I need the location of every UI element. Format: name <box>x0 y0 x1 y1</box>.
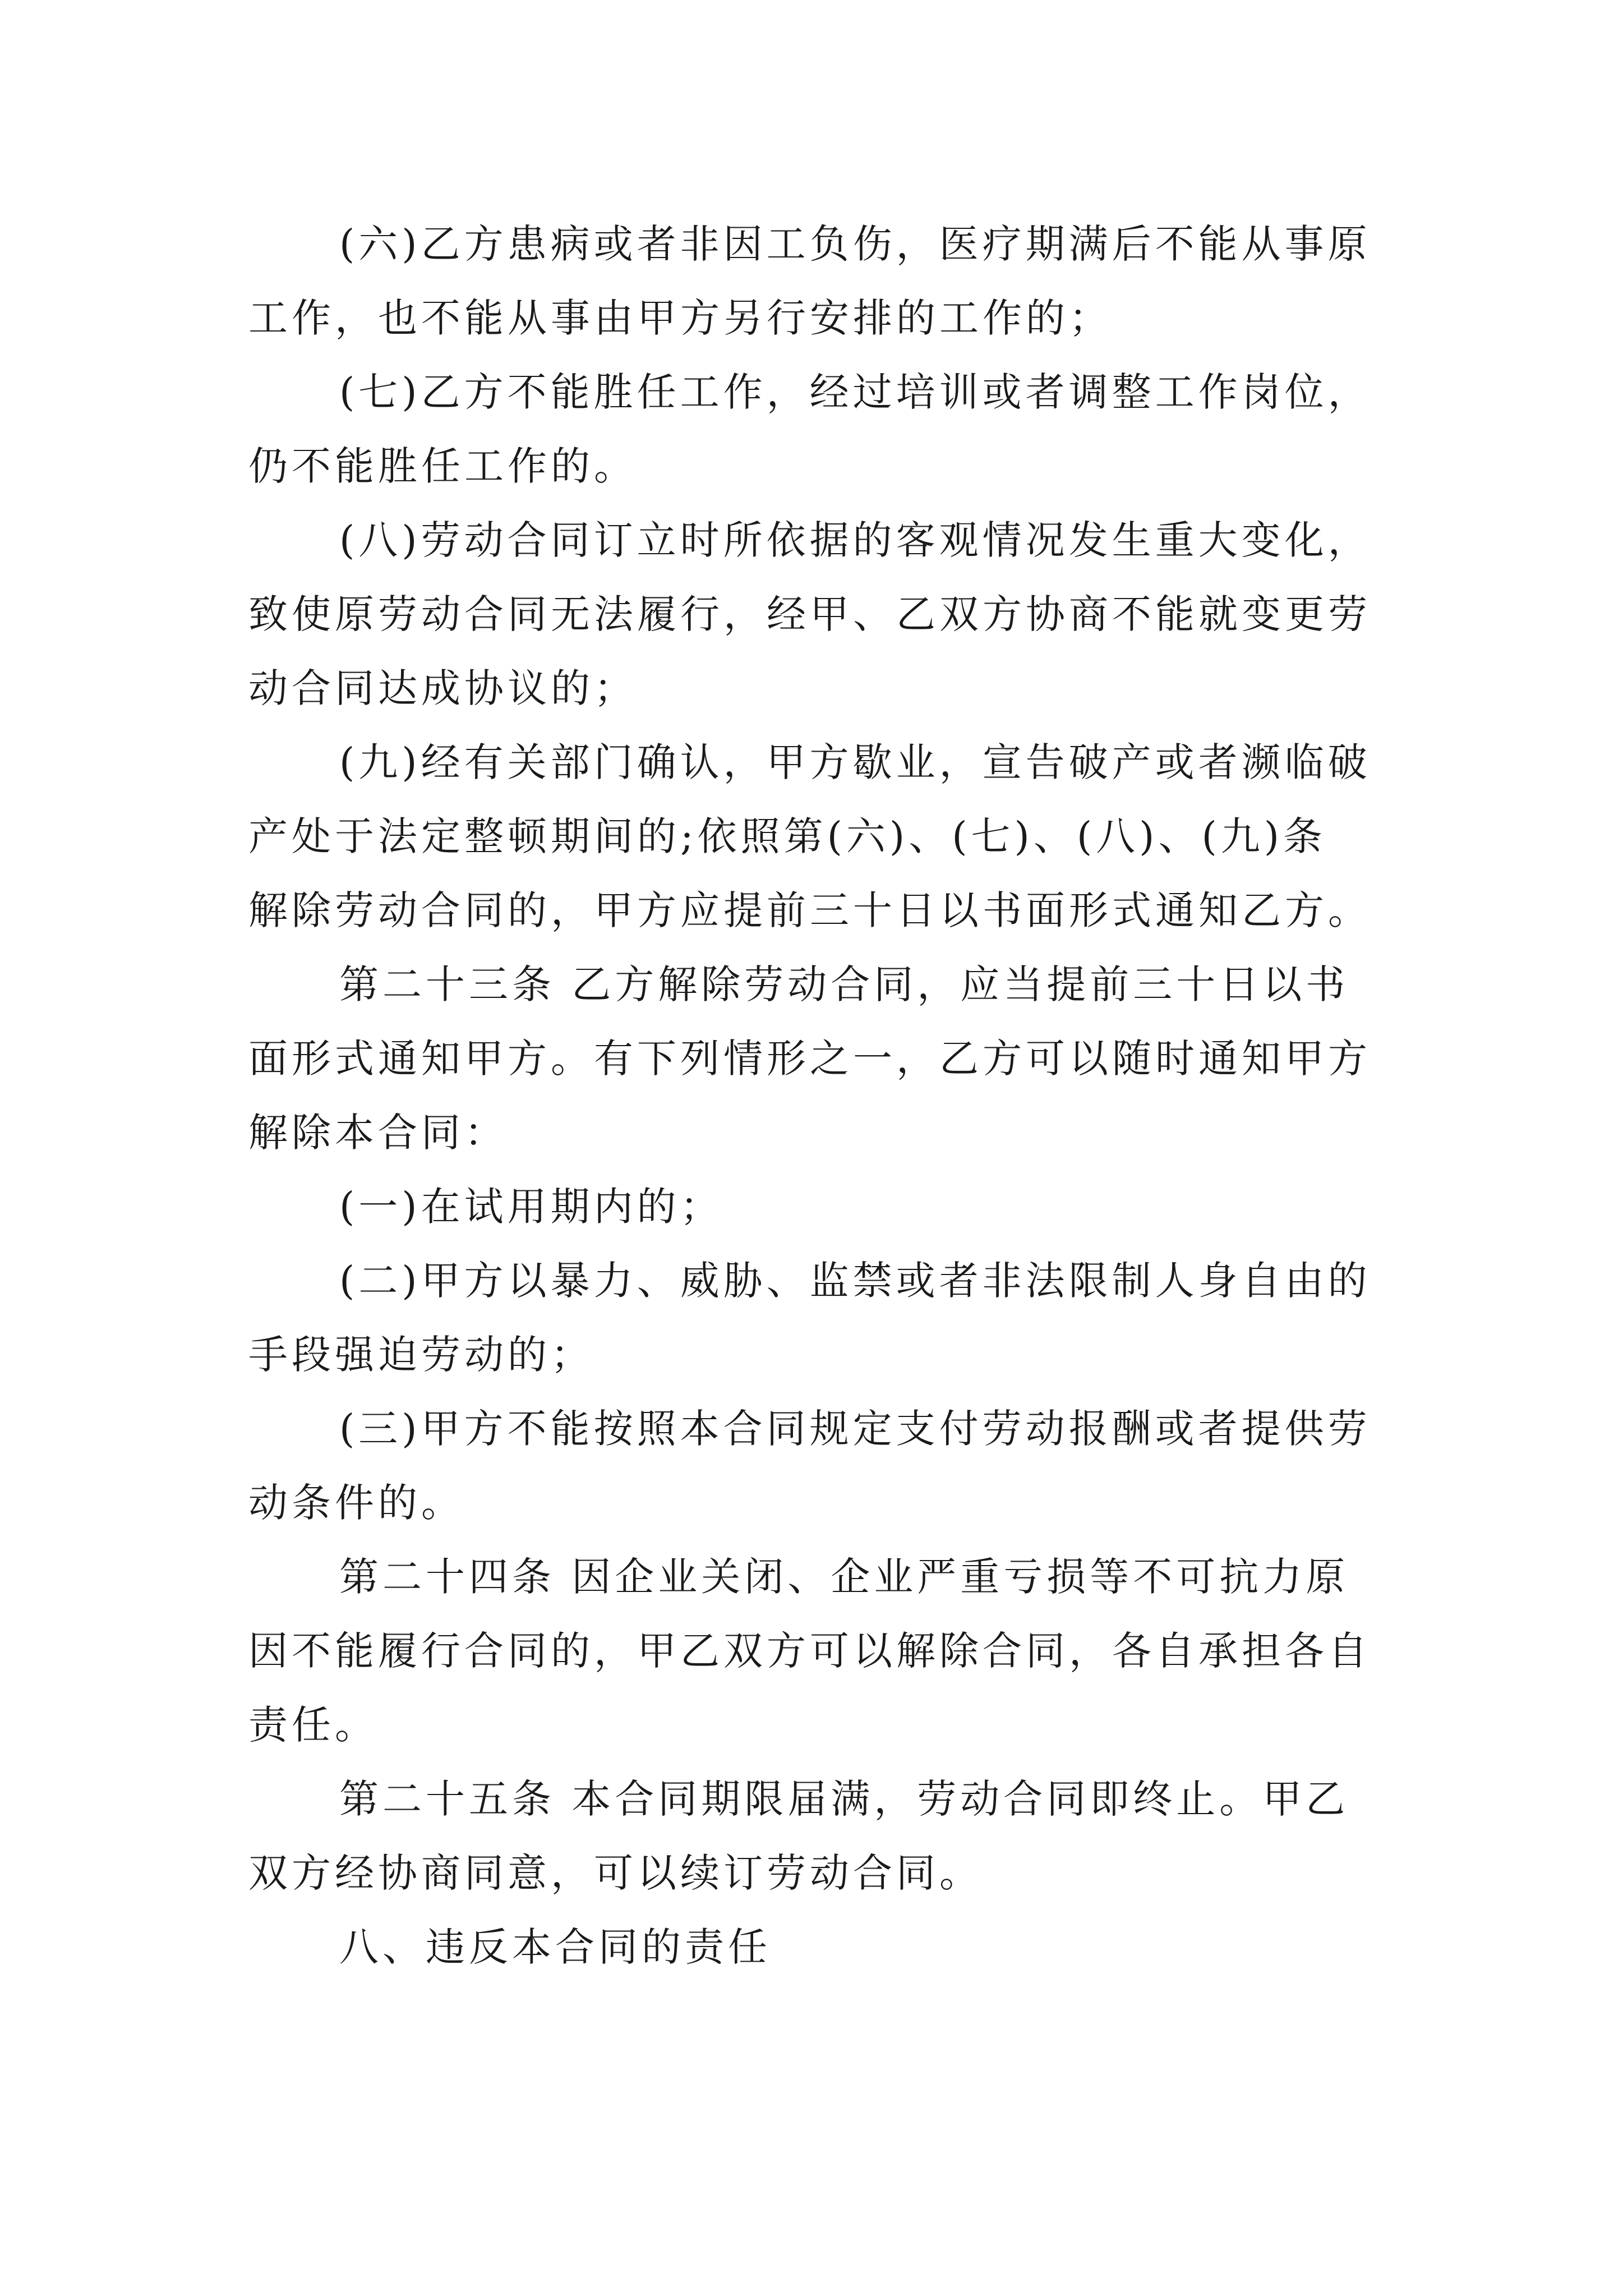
text-line: (一)在试用期内的； <box>339 1184 723 1230</box>
text-line: 第二十五条 本合同期限届满，劳动合同即终止。甲乙 <box>339 1776 1349 1822</box>
section-heading: 八、违反本合同的责任 <box>339 1924 771 1970</box>
text-line: 解除劳动合同的，甲方应提前三十日以书面形式通知乙方。 <box>248 887 1371 933</box>
text-line: (三)甲方不能按照本合同规定支付劳动报酬或者提供劳 <box>339 1406 1371 1452</box>
text-line: 手段强迫劳动的； <box>248 1332 594 1378</box>
text-line: 解除本合同： <box>248 1110 508 1156</box>
text-line: 第二十三条 乙方解除劳动合同，应当提前三十日以书 <box>339 961 1349 1007</box>
text-line: (八)劳动合同订立时所依据的客观情况发生重大变化， <box>339 517 1371 563</box>
text-line: 仍不能胜任工作的。 <box>248 443 637 489</box>
text-line: 动条件的。 <box>248 1480 464 1526</box>
text-line: 面形式通知甲方。有下列情形之一，乙方可以随时通知甲方 <box>248 1036 1371 1082</box>
text-line: 工作，也不能从事由甲方另行安排的工作的； <box>248 295 1112 341</box>
text-line: 因不能履行合同的，甲乙双方可以解除合同，各自承担各自 <box>248 1628 1371 1674</box>
text-line: 责任。 <box>248 1702 378 1748</box>
text-line: 致使原劳动合同无法履行，经甲、乙双方协商不能就变更劳 <box>248 591 1371 637</box>
text-line: (二)甲方以暴力、威胁、监禁或者非法限制人身自由的 <box>339 1258 1371 1304</box>
text-line: (九)经有关部门确认，甲方歇业，宣告破产或者濒临破 <box>339 739 1371 785</box>
text-line: 产处于法定整顿期间的;依照第(六)、(七)、(八)、(九)条 <box>248 813 1327 859</box>
text-line: 第二十四条 因企业关闭、企业严重亏损等不可抗力原 <box>339 1554 1349 1600</box>
text-line: (六)乙方患病或者非因工负伤，医疗期满后不能从事原 <box>339 221 1371 267</box>
text-line: 动合同达成协议的； <box>248 665 637 711</box>
text-line: (七)乙方不能胜任工作，经过培训或者调整工作岗位， <box>339 369 1371 415</box>
text-line: 双方经协商同意，可以续订劳动合同。 <box>248 1850 983 1896</box>
